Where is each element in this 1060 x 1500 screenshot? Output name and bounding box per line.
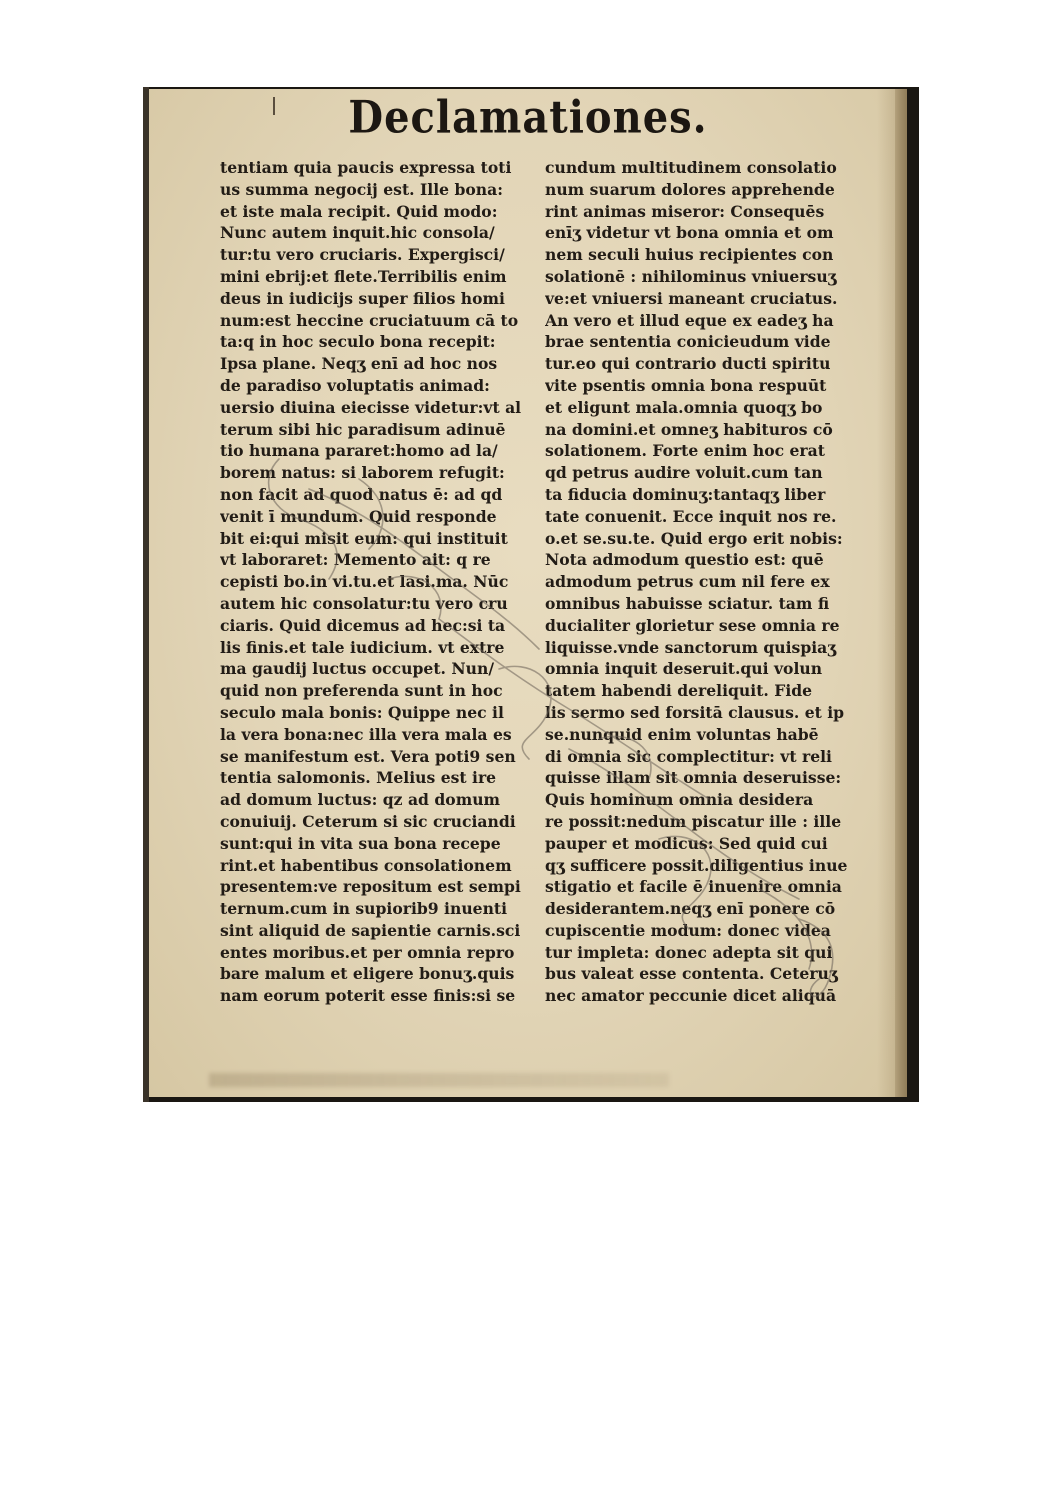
- text-line: tur:tu vero cruciaris. Expergisci/: [220, 245, 505, 265]
- page-edge-shadow: [895, 89, 907, 1097]
- text-line: qʒ sufficere possit.diligentius inue: [545, 855, 848, 875]
- scanned-page-image: [143, 87, 919, 1102]
- text-line: solationem. Forte enim hoc erat: [545, 441, 825, 461]
- show-through-line: [209, 1073, 669, 1087]
- text-line: enīʒ videtur vt bona omnia et om: [545, 223, 834, 243]
- text-line: sint aliquid de sapientie carnis.sci: [220, 920, 521, 940]
- text-line: se.nunquid enim voluntas habē: [545, 724, 819, 744]
- text-line: nec amator peccunie dicet aliquā: [545, 986, 837, 1006]
- right-text-column: [545, 157, 875, 1007]
- text-line: mini ebrij:et flete.Terribilis enim: [220, 266, 507, 286]
- text-line: quisse illam sit omnia deseruisse:: [545, 768, 842, 788]
- text-line: tatem habendi dereliquit. Fide: [545, 681, 813, 701]
- text-line: lis finis.et tale iudicium. vt extre: [220, 637, 505, 657]
- text-line: tentiam quia paucis expressa toti: [220, 158, 512, 177]
- left-text-column: [220, 157, 536, 1007]
- text-line: ad domum luctus: qz ad domum: [220, 790, 501, 810]
- text-line: admodum petrus cum nil fere ex: [545, 572, 830, 592]
- text-line: venit ī mundum. Quid responde: [220, 506, 497, 526]
- text-line: An vero et illud eque ex eadeʒ ha: [545, 310, 834, 330]
- text-line: et iste mala recipit. Quid modo:: [220, 201, 498, 221]
- text-line: nem seculi huius recipientes con: [545, 245, 834, 265]
- text-line: ta fiducia dominuʒ:tantaqʒ liber: [545, 484, 826, 504]
- text-line: brae sententia conicieudum vide: [545, 332, 831, 352]
- text-line: qd petrus audire voluit.cum tan: [545, 463, 823, 483]
- text-line: tio humana pararet:homo ad la/: [220, 441, 498, 461]
- text-line: se manifestum est. Vera poti9 sen: [220, 746, 516, 766]
- text-line: tur impleta: donec adepta sit qui: [545, 942, 833, 962]
- text-line: Nunc autem inquit.hic consola/: [220, 223, 495, 243]
- text-line: quid non preferenda sunt in hoc: [220, 681, 503, 701]
- text-line: re possit:nedum piscatur ille : ille: [545, 811, 842, 831]
- text-line: ternum.cum in supiorib9 inuenti: [220, 899, 508, 919]
- text-line: uersio diuina eiecisse videtur:vt al: [220, 397, 522, 417]
- text-line: vite psentis omnia bona respuūt: [545, 375, 827, 395]
- text-line: ma gaudij luctus occupet. Nun/: [220, 659, 495, 679]
- text-line: ciaris. Quid dicemus ad hec:si ta: [220, 615, 506, 635]
- text-line: omnibus habuisse sciatur. tam fi: [545, 593, 830, 613]
- text-line: tur.eo qui contrario ducti spiritu: [545, 354, 831, 374]
- text-line: tate conuenit. Ecce inquit nos re.: [545, 506, 837, 526]
- text-line: lis sermo sed forsitā clausus. et ip: [545, 702, 845, 722]
- text-line: rint animas miseror: Consequēs: [545, 201, 825, 221]
- text-line: vt laboraret: Memento ait: q re: [220, 550, 491, 570]
- text-line: seculo mala bonis: Quippe nec il: [220, 702, 504, 722]
- text-line: presentem:ve repositum est sempi: [220, 877, 521, 897]
- text-line: o.et se.su.te. Quid ergo erit nobis:: [545, 528, 843, 548]
- text-line: sunt:qui in vita sua bona recepe: [220, 833, 501, 853]
- text-line: na domini.et omneʒ habituros cō: [545, 419, 833, 439]
- text-line: Quis hominum omnia desidera: [545, 790, 814, 810]
- text-line: bare malum et eligere bonuʒ.quis: [220, 964, 515, 984]
- text-line: cepisti bo.in vi.tu.et lasi.ma. Nūc: [220, 572, 509, 592]
- text-line: ve:et vniuersi maneant cruciatus.: [545, 288, 838, 308]
- text-line: bus valeat esse contenta. Ceteruʒ: [545, 964, 838, 984]
- text-line: ta:q in hoc seculo bona recepit:: [220, 332, 496, 352]
- running-head: Declamationes.: [348, 91, 708, 144]
- parchment-page: [149, 89, 907, 1097]
- text-line: stigatio et facile ē inuenire omnia: [545, 877, 842, 897]
- text-line: Nota admodum questio est: quē: [545, 550, 824, 570]
- text-line: tentia salomonis. Melius est ire: [220, 768, 497, 788]
- text-line: solationē : nihilominus vniuersuʒ: [545, 266, 837, 286]
- text-line: et eligunt mala.omnia quoqʒ bo: [545, 397, 823, 417]
- text-line: autem hic consolatur:tu vero cru: [220, 593, 508, 613]
- text-line: us summa negocij est. Ille bona:: [220, 179, 504, 199]
- text-line: conuiuij. Ceterum si sic cruciandi: [220, 811, 516, 831]
- text-line: entes moribus.et per omnia repro: [220, 942, 515, 962]
- text-line: borem natus: si laborem refugit:: [220, 463, 505, 483]
- text-line: num suarum dolores apprehende: [545, 179, 835, 199]
- text-line: liquisse.vnde sanctorum quispiaʒ: [545, 637, 837, 657]
- text-line: desiderantem.neqʒ enī ponere cō: [545, 899, 836, 919]
- text-line: Ipsa plane. Neqʒ enī ad hoc nos: [220, 354, 498, 374]
- text-line: la vera bona:nec illa vera mala es: [220, 724, 512, 744]
- text-line: de paradiso voluptatis animad:: [220, 375, 490, 395]
- text-line: cupiscentie modum: donec videa: [545, 920, 831, 940]
- text-line: non facit ad quod natus ē: ad qd: [220, 484, 503, 504]
- text-line: terum sibi hic paradisum adinuē: [220, 419, 506, 439]
- text-line: pauper et modicus: Sed quid cui: [545, 833, 828, 853]
- text-line: deus in iudicijs super filios homi: [220, 288, 505, 308]
- text-line: omnia inquit deseruit.qui volun: [545, 659, 823, 679]
- text-line: cundum multitudinem consolatio: [545, 158, 837, 177]
- text-line: di omnia sic complectitur: vt reli: [545, 746, 832, 766]
- text-line: rint.et habentibus consolationem: [220, 855, 512, 875]
- text-line: nam eorum poterit esse finis:si se: [220, 986, 516, 1006]
- text-line: num:est heccine cruciatuum cā to: [220, 310, 519, 330]
- text-line: bit ei:qui misit eum: qui instituit: [220, 528, 508, 548]
- text-line: ducialiter glorietur sese omnia re: [545, 615, 840, 635]
